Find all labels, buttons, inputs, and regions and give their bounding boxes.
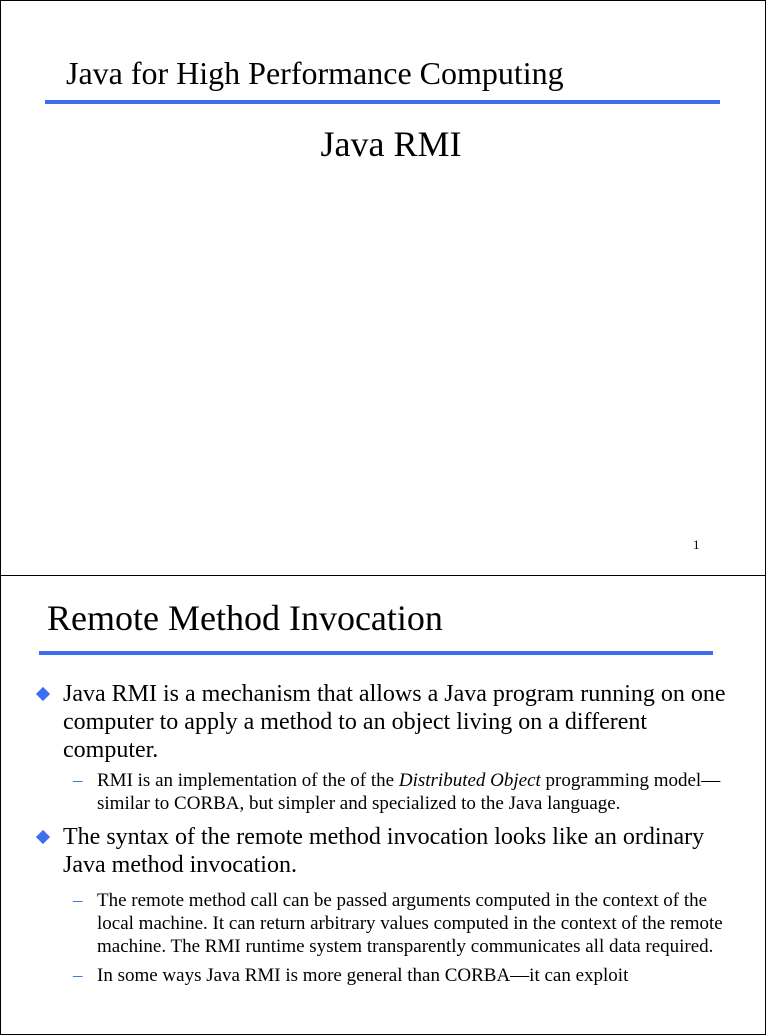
sub-bullet-item	[1, 964, 766, 987]
bullet-text: Java RMI is a mechanism that allows a Java program running on one computer to apply a method to an object living on a different computer.	[63, 681, 726, 763]
sub-bullet-text-before: RMI is an implementation of the of the	[97, 770, 399, 791]
slide-subtitle: Java RMI	[320, 124, 462, 164]
sub-bullet-item	[1, 769, 766, 815]
dash-bullet-icon: –	[73, 965, 83, 986]
sub-bullet-text: The remote method call can be passed arguments computed in the context of the local machine. It can return arbitrary values computed in the context of the remote machine. The RMI runtime system transparently communicates all data required.	[97, 890, 723, 957]
slide-2	[0, 575, 766, 1035]
diamond-bullet-icon	[36, 830, 50, 844]
dash-bullet-icon: –	[73, 770, 83, 791]
sub-bullet-emphasis: Distributed Object	[398, 770, 541, 791]
bullet-text: The syntax of the remote method invocation looks like an ordinary Java method invocation.	[63, 824, 705, 878]
slide-title: Remote Method Invocation	[47, 598, 443, 638]
sub-bullet-item	[1, 889, 766, 958]
bullet-item	[1, 680, 766, 764]
dash-bullet-icon: –	[73, 890, 83, 911]
diamond-bullet-icon	[36, 687, 50, 701]
sub-bullet-text-after: programming model—similar to CORBA, but simpler and specialized to the Java language.	[97, 770, 721, 814]
title-rule	[39, 651, 713, 655]
bullet-item	[1, 823, 766, 879]
page-number: 1	[693, 537, 700, 552]
header-rule	[45, 100, 720, 104]
slide-header: Java for High Performance Computing	[66, 55, 564, 91]
sub-bullet-text: In some ways Java RMI is more general than CORBA—it can exploit	[97, 965, 629, 986]
bullet-list	[1, 680, 766, 987]
